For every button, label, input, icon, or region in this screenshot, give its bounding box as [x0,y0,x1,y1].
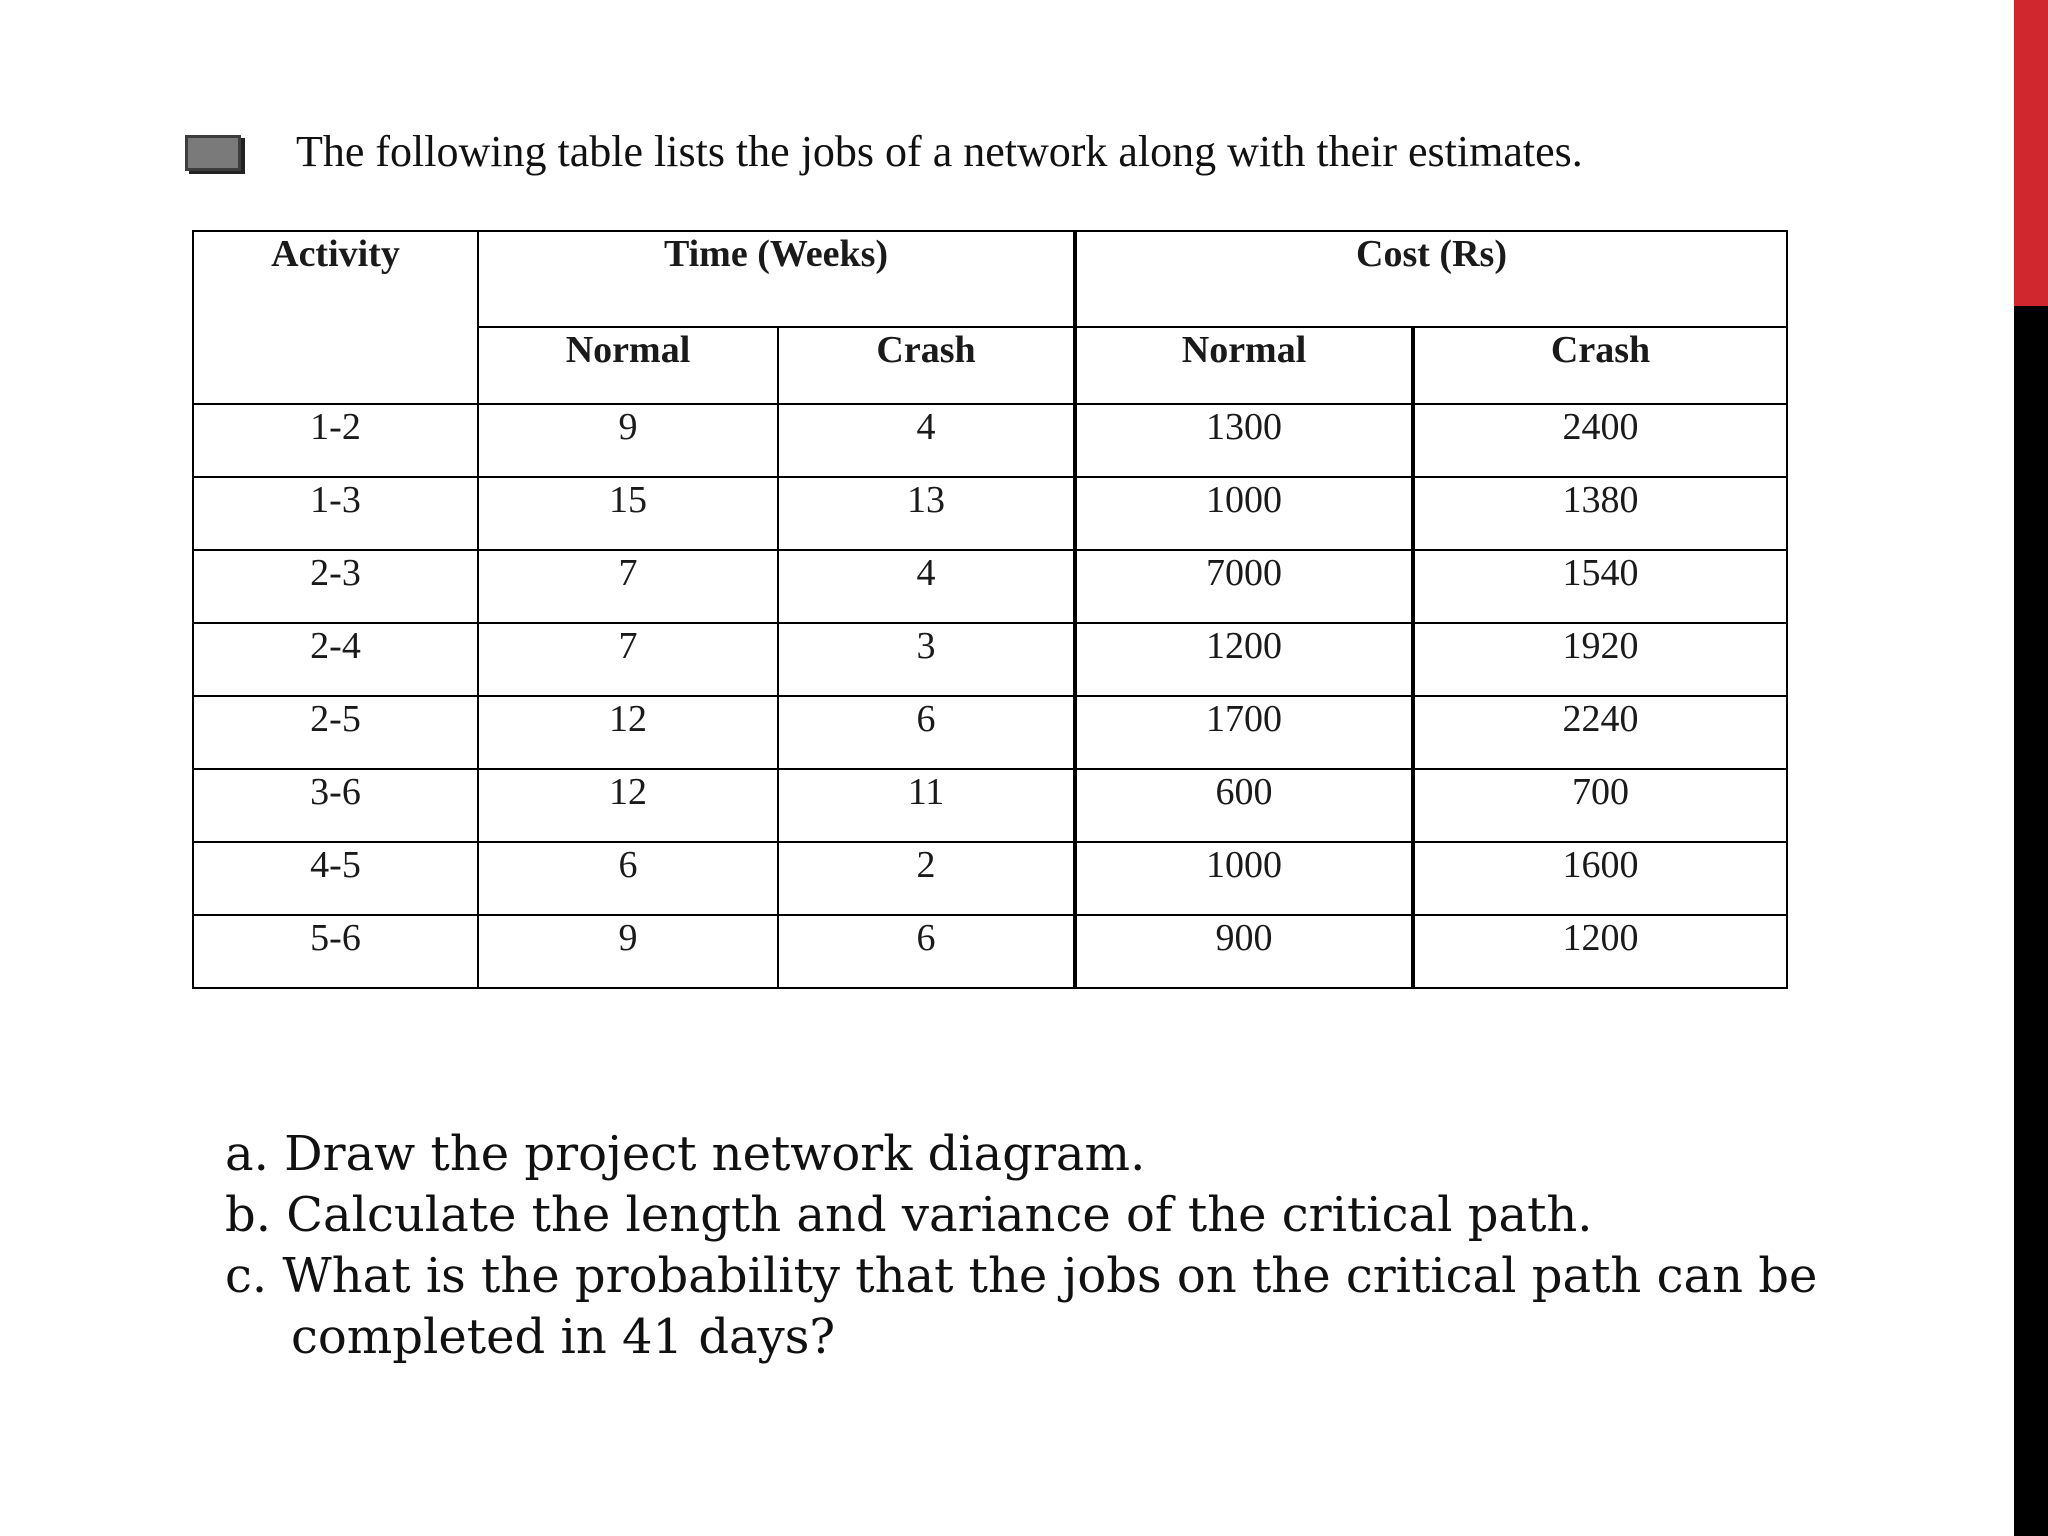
table-row [193,696,1787,769]
table-row [193,769,1787,842]
cell-cost-crash: 1200 [1413,915,1787,988]
cell-time-crash: 3 [778,623,1075,696]
cell-time-normal: 7 [478,623,778,696]
cell-activity: 2-5 [193,696,478,769]
cell-activity: 3-6 [193,769,478,842]
cell-activity: 2-3 [193,550,478,623]
intro-text: The following table lists the jobs of a network along with their estimates. [296,127,1583,176]
cell-cost-crash: 700 [1413,769,1787,842]
cell-cost-normal: 600 [1075,769,1413,842]
cell-time-normal: 12 [478,696,778,769]
header-time-normal: Normal [478,327,778,404]
cell-cost-crash: 1540 [1413,550,1787,623]
question-c-continuation: completed in 41 days? [291,1309,836,1365]
cell-cost-normal: 1300 [1075,404,1413,477]
cell-cost-crash: 1380 [1413,477,1787,550]
table-row [193,477,1787,550]
cell-activity: 5-6 [193,915,478,988]
question-a: a. Draw the project network diagram. [225,1126,1146,1182]
cell-activity: 2-4 [193,623,478,696]
cell-time-crash: 6 [778,915,1075,988]
accent-bar-red [2014,0,2048,306]
question-c: c. What is the probability that the jobs on the critical path can be [225,1248,1818,1304]
cell-time-crash: 13 [778,477,1075,550]
cell-cost-normal: 1700 [1075,696,1413,769]
cell-cost-crash: 1600 [1413,842,1787,915]
cell-time-normal: 12 [478,769,778,842]
header-time-group: Time (Weeks) [478,231,1075,327]
cell-time-normal: 7 [478,550,778,623]
square-bullet-icon [185,135,241,171]
cell-time-crash: 4 [778,550,1075,623]
cell-cost-crash: 1920 [1413,623,1787,696]
cell-cost-normal: 7000 [1075,550,1413,623]
header-time-crash: Crash [778,327,1075,404]
cell-time-normal: 15 [478,477,778,550]
table-row [193,550,1787,623]
cell-activity: 1-3 [193,477,478,550]
cell-time-normal: 6 [478,842,778,915]
table-row [193,842,1787,915]
estimates-table [192,230,1788,989]
cell-cost-normal: 1000 [1075,842,1413,915]
table-row [193,623,1787,696]
cell-cost-crash: 2240 [1413,696,1787,769]
table-row [193,404,1787,477]
cell-activity: 1-2 [193,404,478,477]
cell-cost-normal: 1000 [1075,477,1413,550]
cell-time-crash: 2 [778,842,1075,915]
table-row [193,915,1787,988]
cell-activity: 4-5 [193,842,478,915]
cell-time-crash: 4 [778,404,1075,477]
header-cost-group: Cost (Rs) [1075,231,1787,327]
header-cost-normal: Normal [1075,327,1413,404]
header-activity: Activity [193,231,478,404]
questions-block [225,1124,1985,1368]
cell-time-crash: 6 [778,696,1075,769]
cell-cost-normal: 1200 [1075,623,1413,696]
question-b: b. Calculate the length and variance of the critical path. [225,1187,1593,1243]
cell-time-crash: 11 [778,769,1075,842]
header-cost-crash: Crash [1413,327,1787,404]
cell-cost-normal: 900 [1075,915,1413,988]
accent-bar-black [2014,306,2048,1536]
cell-cost-crash: 2400 [1413,404,1787,477]
cell-time-normal: 9 [478,404,778,477]
cell-time-normal: 9 [478,915,778,988]
